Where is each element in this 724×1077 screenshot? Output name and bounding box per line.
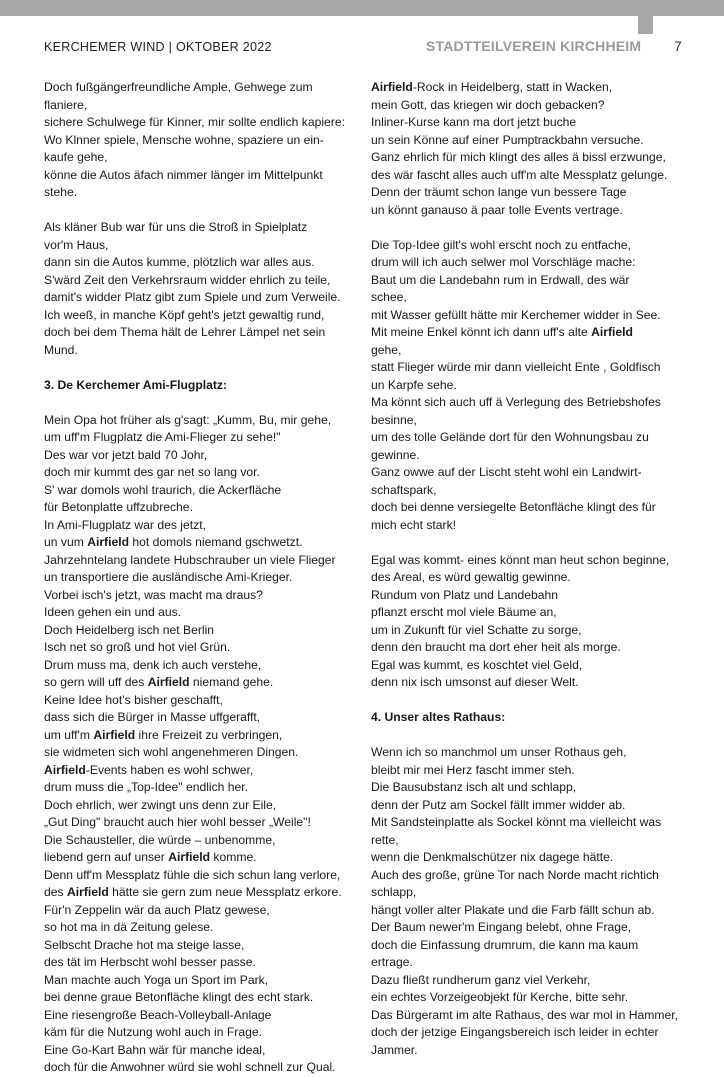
text-line: Egal was kummt, es koschtet viel Geld, xyxy=(371,657,583,672)
text-segment: Für'n Zeppelin wär da auch Platz gewese, xyxy=(44,902,270,917)
issue-header: KERCHEMER WIND | OKTOBER 2022 xyxy=(44,40,272,54)
text-segment: des tät im Herbscht wohl besser passe. xyxy=(44,955,256,969)
text-segment: Ideen gehen ein und aus. xyxy=(44,605,182,619)
text-line: denn den braucht ma dort eher heit als morge. xyxy=(371,640,621,654)
text-line xyxy=(44,744,366,762)
text-line xyxy=(44,639,366,657)
text-line xyxy=(371,429,693,447)
text-line xyxy=(371,289,693,307)
text-line xyxy=(371,132,693,150)
text-segment: um uff'm Flugplatz die Ami-Flieger zu sehe!" xyxy=(44,430,281,444)
text-line: sichere Schulwege für Kinner, mir sollte endlich kapiere: xyxy=(44,115,345,129)
text-line xyxy=(44,482,366,500)
bold-term: Airfield xyxy=(168,850,211,864)
text-segment: gehe, xyxy=(371,342,402,357)
text-segment: doch für die Anwohner würd sie wohl schnell zur Qual. xyxy=(44,1060,336,1074)
text-line: könne die Autos äfach nimmer länger im Mittelpunkt xyxy=(44,167,323,182)
bold-term: Airfield xyxy=(371,80,413,94)
text-line: Doch fußgängerfreundliche Ample, Gehwege zum xyxy=(44,80,313,94)
text-segment: komme. xyxy=(210,850,257,864)
text-line xyxy=(371,184,693,202)
text-segment: Ma könnt sich auch uff ä Verlegung des Betriebshofes xyxy=(371,395,661,409)
text-line: bleibt mir mei Herz fascht immer steh. xyxy=(371,762,575,777)
text-line: Als kläner Bub war für uns die Stroß in Spielplatz xyxy=(44,220,308,234)
text-line xyxy=(44,814,366,832)
text-line: Mund. xyxy=(44,342,78,357)
right-para-3 xyxy=(371,552,693,692)
page-tab-marker xyxy=(638,0,653,34)
text-segment: Mein Opa hot früher als g'sagt: „Kumm, Bu, mir gehe, xyxy=(44,412,332,427)
text-line: rette, xyxy=(371,832,399,847)
text-segment: Die Schausteller, die würde – unbenomme, xyxy=(44,832,276,847)
text-line xyxy=(44,447,366,465)
text-line xyxy=(44,832,366,850)
text-segment: Doch Heidelberg isch net Berlin xyxy=(44,622,215,637)
text-line xyxy=(371,464,693,482)
text-line xyxy=(44,674,366,692)
text-segment: S' war domols wohl traurich, die Ackerfläche xyxy=(44,482,282,497)
text-line xyxy=(371,254,693,272)
text-segment: niemand gehe. xyxy=(189,675,274,689)
text-segment: statt Flieger würde mir dann vielleicht Ente , Goldfisch xyxy=(371,360,661,374)
text-line: des Areal, es würd gewaltig gewinne. xyxy=(371,570,571,584)
text-segment: -Events haben es wohl schwer, xyxy=(85,762,254,777)
text-segment: ihre Freizeit zu verbringen, xyxy=(135,727,283,742)
text-line: Die Bausubstanz isch alt und schlapp, xyxy=(371,780,577,794)
text-line: Egal was kommt- eines könnt man heut schon beginne, xyxy=(371,552,670,567)
text-line xyxy=(44,902,366,920)
text-segment: Des war vor jetzt bald 70 Johr, xyxy=(44,447,208,462)
text-line xyxy=(371,202,693,220)
text-line xyxy=(44,534,366,552)
text-segment: Man machte auch Yoga un Sport im Park, xyxy=(44,972,269,987)
bold-term: Airfield xyxy=(147,675,190,689)
text-segment: In Ami-Flugplatz war des jetzt, xyxy=(44,517,206,532)
text-segment: un könnt ganauso ä paar tolle Events vertrage. xyxy=(371,202,623,217)
text-line xyxy=(371,359,693,377)
text-line xyxy=(44,779,366,797)
text-line xyxy=(44,429,366,447)
text-segment: für Betonplatte uffzubreche. xyxy=(44,500,193,514)
text-line: doch die Einfassung drumrum, die kann ma kaum xyxy=(371,937,639,952)
text-segment: schee, xyxy=(371,290,407,304)
text-line xyxy=(44,412,366,430)
text-segment: un transportiere die ausländische Ami-Krieger. xyxy=(44,570,293,584)
text-line xyxy=(44,989,366,1007)
text-line: flaniere, xyxy=(44,97,88,112)
right-para-2 xyxy=(371,237,693,535)
right-para-1 xyxy=(371,79,693,219)
text-line xyxy=(44,849,366,867)
text-line xyxy=(371,342,693,360)
text-segment: so hot ma in dä Zeitung gelese. xyxy=(44,920,214,934)
text-line xyxy=(44,587,366,605)
text-line xyxy=(371,324,693,342)
text-line xyxy=(371,97,693,115)
text-line xyxy=(44,954,366,972)
text-segment: Drum muss ma, denk ich auch verstehe, xyxy=(44,657,262,672)
text-line: Auch des große, grüne Tor nach Norde macht richtich xyxy=(371,867,659,882)
text-line xyxy=(371,237,693,255)
text-line xyxy=(44,937,366,955)
text-line xyxy=(371,377,693,395)
text-line xyxy=(44,499,366,517)
text-line xyxy=(371,482,693,500)
text-line xyxy=(44,1059,366,1077)
text-line: Ich weeß, in manche Köpf geht's jetzt gewaltig rund, xyxy=(44,307,325,322)
text-segment: Eine riesengroße Beach-Volleyball-Anlage xyxy=(44,1007,272,1022)
text-line xyxy=(44,464,366,482)
text-line: denn der Putz am Sockel fällt immer widder ab. xyxy=(371,797,626,812)
text-line xyxy=(371,149,693,167)
left-para-1 xyxy=(44,79,366,202)
text-segment: um des tolle Gelände dort für den Wohnungsbau zu xyxy=(371,430,649,444)
top-accent-bar xyxy=(0,0,724,16)
text-segment: Ganz ehrlich für mich klingt des alles ä bissl erzwunge, xyxy=(371,150,666,164)
text-line: schlapp, xyxy=(371,885,417,899)
left-column xyxy=(44,79,366,1077)
bold-term: Airfield xyxy=(93,727,136,742)
text-line xyxy=(44,797,366,815)
bold-term: Airfield xyxy=(66,885,109,899)
text-line: Mit Sandsteinplatte als Sockel könnt ma vielleicht was xyxy=(371,815,662,829)
text-line: vor'm Haus, xyxy=(44,237,109,252)
text-segment: schaftspark, xyxy=(371,482,437,497)
text-line: Der Baum newer'm Eingang belebt, ohne Frage, xyxy=(371,920,632,934)
text-line xyxy=(44,657,366,675)
right-para-4 xyxy=(371,744,693,1059)
text-segment: des wär fascht alles auch uff'm alte Messplatz gelunge. xyxy=(371,167,668,182)
text-segment: gewinne. xyxy=(371,447,420,462)
text-line: stehe. xyxy=(44,185,78,199)
text-line xyxy=(44,1042,366,1060)
text-line xyxy=(44,604,366,622)
text-line: Wo Klnner spiele, Mensche wohne, spaziere un ein- xyxy=(44,132,324,147)
text-segment: Keine Idee hot's bisher geschafft, xyxy=(44,692,223,707)
text-line xyxy=(44,692,366,710)
text-line xyxy=(371,517,693,535)
text-segment: Mit meine Enkel könnt ich dann uff's alte xyxy=(371,325,592,339)
text-line: Dazu fließt rundherum ganz viel Verkehr, xyxy=(371,972,591,987)
text-segment: Denn uff'm Messplatz fühle die sich schun lang verlore, xyxy=(44,867,341,882)
text-line: Wenn ich so manchmol um unser Rothaus geh, xyxy=(371,745,627,759)
text-segment: un vum xyxy=(44,535,88,549)
text-line: kaufe gehe, xyxy=(44,150,108,164)
text-segment: dass sich die Bürger in Masse uffgerafft, xyxy=(44,710,261,724)
text-segment: so gern will uff des xyxy=(44,675,148,689)
right-column xyxy=(371,79,693,1059)
section-heading-3: 3. De Kerchemer Ami-Flugplatz: xyxy=(44,377,228,392)
text-line xyxy=(44,762,366,780)
text-line: pflanzt erscht mol viele Bäume an, xyxy=(371,605,557,619)
text-segment: Denn der träumt schon lange vun bessere Tage xyxy=(371,185,627,199)
text-line xyxy=(371,447,693,465)
text-segment: Eine Go-Kart Bahn wär für manche ideal, xyxy=(44,1042,266,1057)
text-segment: liebend gern auf unser xyxy=(44,850,169,864)
text-line: ertrage. xyxy=(371,955,413,969)
text-segment: Die Top-Idee gilt's wohl erscht noch zu entfache, xyxy=(371,237,631,252)
text-line: um in Zukunft für viel Schatte zu sorge, xyxy=(371,622,582,637)
text-line: denn nix isch umsonst auf dieser Welt. xyxy=(371,675,579,689)
text-line xyxy=(371,79,693,97)
text-line: Rundum von Platz und Landebahn xyxy=(371,587,558,602)
publisher-header: STADTTEILVEREIN KIRCHHEIM xyxy=(426,38,642,54)
text-line xyxy=(371,167,693,185)
text-line xyxy=(44,1024,366,1042)
text-line xyxy=(44,884,366,902)
text-line xyxy=(371,114,693,132)
bold-term: Airfield xyxy=(44,762,86,777)
text-line xyxy=(371,394,693,412)
text-segment: un sein Könne auf einer Pumptrackbahn versuche. xyxy=(371,132,644,147)
text-segment: Selbscht Drache hot ma steige lasse, xyxy=(44,937,245,952)
text-line: Jammer. xyxy=(371,1042,418,1057)
text-line xyxy=(371,499,693,517)
text-segment: un Karpfe sehe. xyxy=(371,377,457,392)
left-para-2 xyxy=(44,219,366,359)
text-segment: -Rock in Heidelberg, statt in Wacken, xyxy=(412,80,613,94)
text-segment: hot domols niemand gschwetzt. xyxy=(129,535,303,549)
text-segment: „Gut Ding" braucht auch hier wohl besser „Weile"! xyxy=(44,815,311,829)
text-segment: bei denne graue Betonfläche klingt des echt stark. xyxy=(44,990,314,1004)
text-line xyxy=(44,727,366,745)
text-segment: sie widmeten sich wohl angenehmeren Dingen. xyxy=(44,745,299,759)
text-line xyxy=(44,972,366,990)
text-line: wenn die Denkmalschützer nix dagege hätte. xyxy=(371,850,614,864)
text-segment: mich echt stark! xyxy=(371,517,457,532)
text-segment: mein Gott, das kriegen wir doch gebacken? xyxy=(371,97,605,112)
text-segment: Inliner-Kurse kann ma dort jetzt buche xyxy=(371,115,577,129)
text-segment: mit Wasser gefüllt hätte mir Kerchemer widder in See. xyxy=(371,307,661,322)
text-segment: doch mir kummt des gar net so lang vor. xyxy=(44,465,260,479)
text-line xyxy=(44,517,366,535)
text-line: Das Bürgeramt im alte Rathaus, des war mol in Hammer, xyxy=(371,1007,678,1022)
text-segment: käm für die Nutzung wohl auch in Frage. xyxy=(44,1025,262,1039)
bold-term: Airfield xyxy=(591,325,633,339)
bold-term: Airfield xyxy=(87,535,130,549)
text-line xyxy=(371,272,693,290)
text-segment: Jahrzehntelang landete Hubschrauber un viele Flieger xyxy=(44,552,336,567)
text-line xyxy=(371,307,693,325)
text-line: dann sin die Autos kumme, plötzlich war alles aus. xyxy=(44,255,315,269)
text-segment: Isch net so groß und hot viel Grün. xyxy=(44,640,231,654)
page-number: 7 xyxy=(674,38,682,54)
text-line xyxy=(44,622,366,640)
text-line xyxy=(44,919,366,937)
text-segment: drum muss die „Top-Idee" endlich her. xyxy=(44,780,249,794)
text-segment: besinne, xyxy=(371,412,417,427)
text-line: damit's widder Platz gibt zum Spiele und zum Verweile. xyxy=(44,290,341,304)
text-line: doch der jetzige Eingangsbereich isch leider in echter xyxy=(371,1025,659,1039)
text-line xyxy=(44,552,366,570)
text-segment: hätte sie gern zum neue Messplatz erkore. xyxy=(108,885,342,899)
text-segment: drum will ich auch selwer mol Vorschläge mache: xyxy=(371,255,636,269)
text-segment: um uff'm xyxy=(44,727,94,742)
left-para-3 xyxy=(44,412,366,1077)
text-line: doch bei dem Thema hält de Lehrer Lämpel net sein xyxy=(44,325,326,339)
text-segment: doch bei denne versiegelte Betonfläche klingt des für xyxy=(371,500,656,514)
text-line: S'wärd Zeit den Verkehrsraum widder ehrlich zu teile, xyxy=(44,272,331,287)
text-line xyxy=(371,412,693,430)
section-heading-4: 4. Unser altes Rathaus: xyxy=(371,710,506,724)
text-line: hängt voller alter Plakate und die Farb fällt schun ab. xyxy=(371,902,655,917)
text-line: ein echtes Vorzeigeobjekt für Kerche, bitte sehr. xyxy=(371,990,629,1004)
text-line xyxy=(44,867,366,885)
text-line xyxy=(44,569,366,587)
text-segment: Baut um die Landebahn rum in Erdwall, des wär xyxy=(371,272,630,287)
text-line xyxy=(44,709,366,727)
text-segment: Ganz owwe auf der Lischt steht wohl ein Landwirt- xyxy=(371,465,642,479)
text-line xyxy=(44,1007,366,1025)
text-segment: Doch ehrlich, wer zwingt uns denn zur Eile, xyxy=(44,797,277,812)
text-segment: des xyxy=(44,885,67,899)
text-segment: Vorbei isch's jetzt, was macht ma draus? xyxy=(44,587,263,602)
